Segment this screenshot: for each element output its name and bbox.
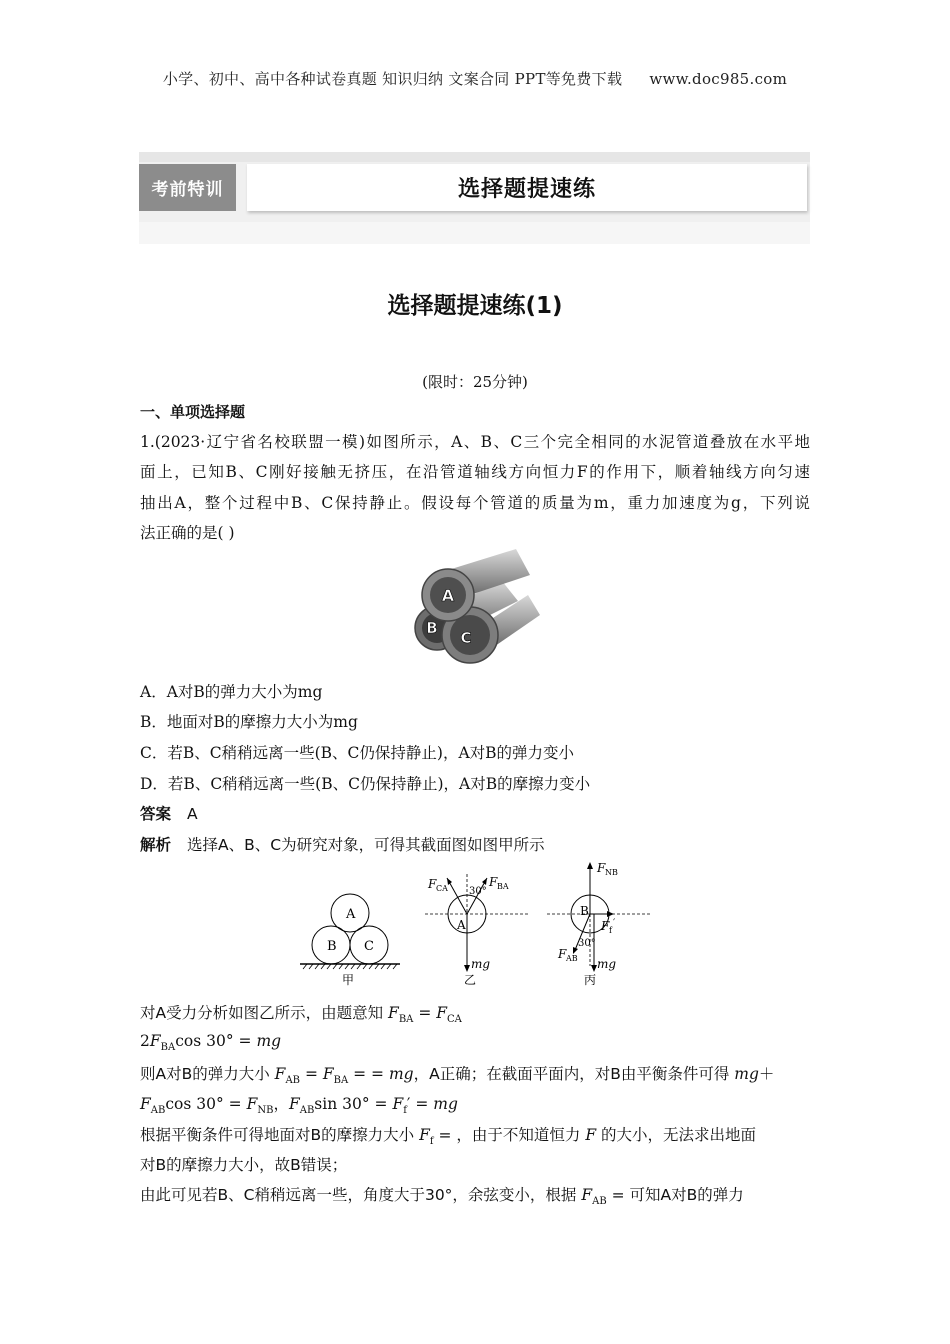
analysis-line-5-mid: = ，由于不知道恒力 bbox=[433, 1126, 586, 1144]
question-line-4: 法正确的是( ) bbox=[140, 524, 235, 542]
prime-mark: ′ bbox=[406, 1095, 411, 1113]
figure-jia bbox=[300, 894, 400, 987]
document-title: 选择题提速练(1) bbox=[387, 293, 563, 319]
symbol-mg: mg bbox=[734, 1065, 759, 1083]
symbol-f: F bbox=[274, 1065, 286, 1083]
option-c: C．若B、C稍稍远离一些(B、C仍保持静止)，A对B的弹力变小 bbox=[140, 744, 575, 762]
subscript-f: f bbox=[403, 1105, 407, 1117]
bing-label-ab-sub: AB bbox=[566, 954, 578, 963]
bing-label-f-sub: f bbox=[609, 926, 612, 935]
bing-label-b: B bbox=[580, 904, 589, 918]
bing-arrowhead-fnb bbox=[587, 862, 593, 869]
subscript-ca: CA bbox=[447, 1014, 462, 1026]
pipe-label-b: B bbox=[426, 619, 438, 637]
question-line-2: 面上，已知B、C刚好接触无挤压，在沿管道轴线方向恒力F的作用下，顺着轴线方向匀速 bbox=[140, 463, 810, 481]
bing-label-ff: F bbox=[601, 919, 610, 933]
symbol-mg: mg bbox=[256, 1032, 282, 1050]
yi-label-angle: 30° bbox=[469, 886, 487, 897]
bing-label-prime: ′ bbox=[613, 918, 616, 929]
symbol-f: F bbox=[322, 1065, 334, 1083]
subscript-nb: NB bbox=[257, 1105, 274, 1117]
answer-label: 答案 bbox=[140, 805, 172, 823]
force-diagrams bbox=[297, 856, 657, 990]
symbol-f: F bbox=[392, 1095, 404, 1113]
symbol-mg: mg bbox=[388, 1065, 414, 1083]
analysis-intro: 选择A、B、C为研究对象，可得其截面图如图甲所示 bbox=[187, 836, 545, 854]
answer-line bbox=[140, 802, 198, 824]
yi-label-ca-sub: CA bbox=[436, 884, 448, 893]
analysis-line-3-conclusion: ，A正确；在截面平面内，对B由平衡条件可得 bbox=[413, 1065, 735, 1083]
pipe-label-c: C bbox=[460, 629, 472, 647]
fig-jia-label-b: B bbox=[327, 939, 337, 954]
symbol-force-f: F bbox=[585, 1126, 597, 1144]
option-d: D．若B、C稍稍远离一些(B、C仍保持静止)，A对B的摩擦力变小 bbox=[140, 775, 591, 793]
subscript-ba: BA bbox=[398, 1014, 414, 1026]
analysis-line-3 bbox=[140, 1062, 774, 1086]
pipes-photo bbox=[410, 545, 540, 665]
subscript-ba: BA bbox=[160, 1042, 176, 1054]
equation-text: cos 30° = bbox=[165, 1095, 247, 1113]
subscript-ba: BA bbox=[333, 1075, 349, 1087]
fig-bing-caption: 丙 bbox=[584, 973, 597, 987]
yi-arrowhead-fba bbox=[482, 878, 487, 885]
analysis-line-6: 对B的摩擦力大小，故B错误； bbox=[140, 1156, 348, 1174]
figure-bing bbox=[547, 861, 651, 987]
site-url-link[interactable]: www.doc985.com bbox=[649, 70, 788, 88]
analysis-line-2 bbox=[140, 1032, 281, 1053]
analysis-line-5-end: 的大小，无法求出地面 bbox=[596, 1126, 757, 1144]
subscript-ab: AB bbox=[150, 1105, 166, 1117]
analysis-line-4 bbox=[140, 1092, 458, 1116]
yi-arrowhead-mg bbox=[464, 965, 470, 972]
site-header-text: 小学、初中、高中各种试卷真题 知识归纳 文案合同 PPT等免费下载 bbox=[162, 70, 623, 88]
pipe-label-a: A bbox=[441, 586, 455, 605]
coefficient: 2 bbox=[140, 1032, 150, 1050]
symbol-f: F bbox=[388, 1004, 399, 1022]
symbol-mg: mg bbox=[433, 1095, 458, 1113]
yi-label-ba-sub: BA bbox=[497, 882, 509, 891]
subscript-f: f bbox=[429, 1136, 434, 1148]
banner-tag: 考前特训 bbox=[139, 164, 236, 211]
analysis-intro-line bbox=[140, 833, 545, 855]
symbol-f: F bbox=[288, 1095, 300, 1113]
analysis-line-1 bbox=[140, 1001, 462, 1025]
option-a: A．A对B的弹力大小为mg bbox=[140, 683, 323, 701]
bing-arrowhead-ff bbox=[607, 911, 614, 917]
equals: = bbox=[410, 1095, 434, 1113]
analysis-line-1-text: 对A受力分析如图乙所示，由题意知 bbox=[140, 1004, 389, 1022]
site-header bbox=[0, 68, 950, 89]
equals: = bbox=[413, 1004, 437, 1022]
bing-label-nb-sub: NB bbox=[605, 868, 618, 877]
yi-label-mg: mg bbox=[471, 957, 491, 971]
bing-label-f-ab: F bbox=[558, 947, 567, 961]
equation-text: sin 30° = bbox=[314, 1095, 393, 1113]
yi-label-a: A bbox=[457, 918, 466, 932]
answer-value: A bbox=[187, 805, 198, 823]
equals: = = bbox=[348, 1065, 389, 1083]
plus-sign: ＋ bbox=[758, 1065, 775, 1083]
analysis-line-7 bbox=[140, 1183, 744, 1207]
symbol-f: F bbox=[246, 1095, 258, 1113]
symbol-f: F bbox=[436, 1004, 447, 1022]
analysis-line-5-text: 根据平衡条件可得地面对B的摩擦力大小 bbox=[140, 1126, 420, 1144]
subscript-ab: AB bbox=[299, 1105, 315, 1117]
bing-label-f-nb: F bbox=[597, 861, 606, 875]
analysis-label: 解析 bbox=[140, 836, 172, 854]
bing-label-mg: mg bbox=[597, 957, 617, 971]
fig-jia-label-a: A bbox=[346, 907, 356, 922]
symbol-f: F bbox=[140, 1095, 151, 1113]
fig-jia-caption: 甲 bbox=[342, 973, 355, 987]
yi-label-f-ba: F bbox=[489, 875, 498, 889]
analysis-line-5 bbox=[140, 1123, 756, 1147]
bing-label-angle: 30° bbox=[578, 938, 596, 949]
subscript-ab: AB bbox=[592, 1196, 607, 1208]
fig-yi-caption: 乙 bbox=[464, 973, 477, 987]
question-line-3: 抽出A，整个过程中B、C保持静止。假设每个管道的质量为m，重力加速度为g，下列说 bbox=[140, 494, 810, 512]
banner-title: 选择题提速练 bbox=[247, 164, 807, 211]
yi-label-f-ca: F bbox=[428, 877, 437, 891]
question-line-1: 1.(2023·辽宁省名校联盟一模)如图所示，A、B、C三个完全相同的水泥管道叠放在水平地 bbox=[140, 433, 810, 451]
subscript-ab: AB bbox=[285, 1075, 301, 1087]
equation-text: cos 30° = bbox=[175, 1032, 257, 1050]
banner-top-strip bbox=[139, 152, 810, 162]
figure-yi bbox=[425, 874, 529, 987]
symbol-f: F bbox=[581, 1186, 593, 1204]
analysis-line-7-end: = 可知A对B的弹力 bbox=[606, 1186, 744, 1204]
separator: ， bbox=[273, 1095, 289, 1113]
time-limit: (限时：25分钟) bbox=[422, 373, 528, 391]
analysis-line-3-text: 则A对B的弹力大小 bbox=[140, 1065, 275, 1083]
analysis-line-7-text: 由此可见若B、C稍稍远离一些，角度大于30°，余弦变小，根据 bbox=[140, 1186, 582, 1204]
equals: = bbox=[300, 1065, 323, 1083]
section-heading: 一、单项选择题 bbox=[140, 403, 246, 421]
section-banner bbox=[139, 152, 810, 244]
option-b: B．地面对B的摩擦力大小为mg bbox=[140, 713, 358, 731]
symbol-f: F bbox=[419, 1126, 430, 1144]
fig-jia-label-c: C bbox=[364, 939, 374, 954]
banner-bottom-strip bbox=[139, 222, 810, 244]
symbol-f: F bbox=[149, 1032, 161, 1050]
